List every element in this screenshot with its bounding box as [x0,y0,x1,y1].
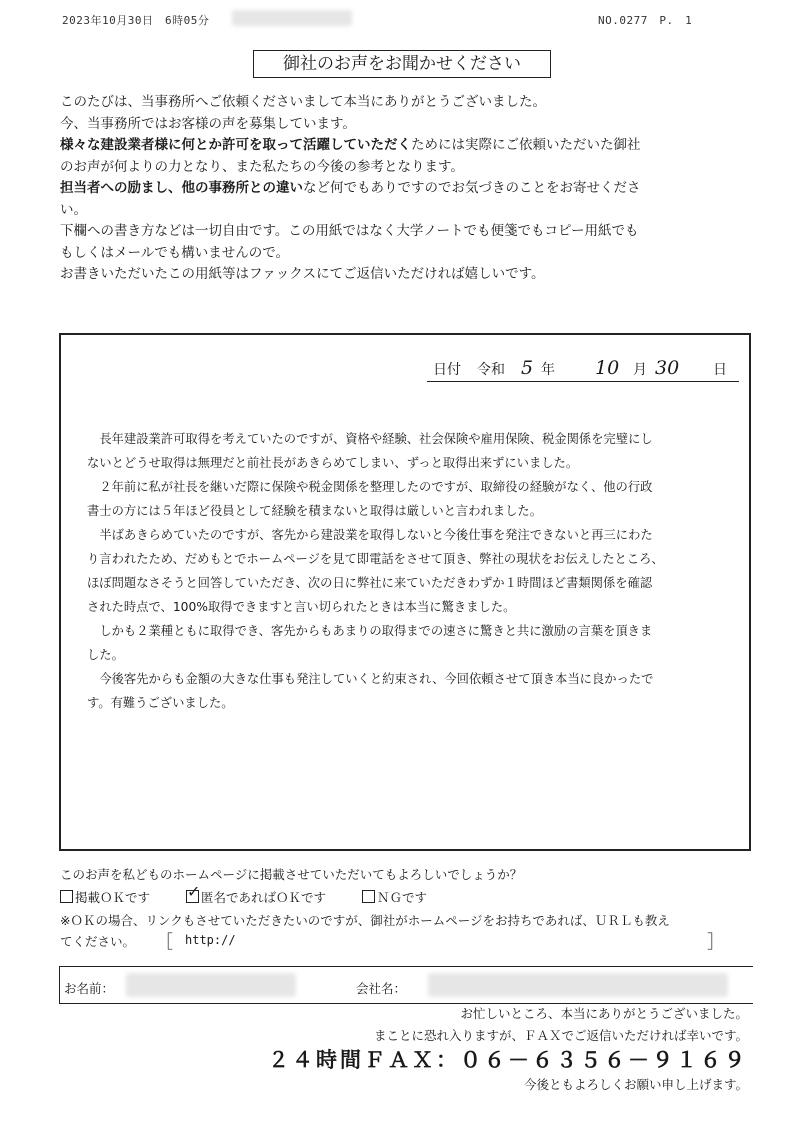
date-day-unit: 日 [713,362,727,378]
closing-request: まことに恐れ入りますが、ＦＡＸでご返信いただければ幸いです。 [373,1028,748,1043]
checkbox-publish-ok[interactable] [60,890,73,903]
testimonial-line: ２年前に私が社長を継いだ際に保険や税金関係を整理したのですが、取締役の経験がなく、他の行政 [99,480,653,494]
testimonial-line: した。 [87,648,124,662]
checkbox-ng[interactable] [362,890,375,903]
name-label: お名前： [64,981,115,996]
fax-datetime: 2023年10月30日 6時05分 [62,14,210,27]
testimonial-line: 半ばあきらめていたのですが、客先から建設業を取得しないと今後仕事を発注できないと再三にわた [99,528,653,542]
date-field[interactable] [427,357,739,382]
company-label: 会社名： [356,981,407,996]
note-line: てください。 [60,934,136,949]
consent-question: このお声を私どものホームページに掲載させていただいてもよろしいでしょうか？ [60,867,523,882]
intro-emphasis: 様々な建設業者様に何とか許可を取って活躍していただく [60,137,411,153]
redacted-sender [232,10,352,26]
testimonial-text [87,427,727,715]
testimonial-line: ほぼ問題なさそうと回答していただき、次の日に弊社に来ていただきわずか１時間ほど書類関係を確認 [87,576,653,590]
testimonial-line: 書士の方には５年ほど役員として経験を積まないと取得は厳しいと言われました。 [87,504,542,518]
testimonial-line: 今後客先からも金額の大きな仕事も発注していくと約束され、今回依頼させて頂き本当に良かったで [99,672,654,686]
url-field[interactable] [155,928,730,952]
closing-regards: 今後ともよろしくお願い申し上げます。 [523,1077,748,1092]
intro-line: もしくはメールでも構いませんので。 [60,244,289,261]
testimonial-line: り言われたため、だめもとでホームページを見て即電話をさせて頂き、弊社の現状をお伝えしたところ、 [87,552,664,566]
intro-line: 今、当事務所ではお客様の声を募集しています。 [60,115,356,132]
intro-line: このたびは、当事務所へご依頼くださいまして本当にありがとうございました。 [60,94,546,110]
intro-line: 下欄への書き方などは一切自由です。この用紙ではなく大学ノートでも便箋でもコピー用紙でも [60,223,639,239]
consent-options [60,888,427,906]
date-month-value: 10 [595,357,620,379]
date-month-unit: 月 [633,362,647,378]
url-prefix: http:// [185,933,236,947]
intro-text-span: ためには実際にご依頼いただいた御社 [411,137,641,153]
testimonial-line: ないとどうせ取得は無理だと前社長があきらめてしまい、ずっと取得出来ずにいました。 [87,456,579,470]
option-publish-ok[interactable]: 掲載ＯＫです [60,890,150,905]
date-day-value: 30 [655,357,680,379]
company-input-redacted[interactable] [428,973,728,997]
intro-line [60,135,760,157]
bracket-left: ［ [155,932,173,953]
name-input-redacted[interactable] [126,973,296,997]
date-label: 日付 [433,362,461,378]
intro-text-span: など何でもありですのでお気づきのことをお寄せくださ [303,180,641,196]
testimonial-line: 長年建設業許可取得を考えていたのですが、資格や経験、社会保険や雇用保険、税金関係を完璧にし [99,432,653,446]
date-era: 令和 [477,362,505,378]
name-company-row [59,966,753,1004]
intro-line: お書きいただいたこの用紙等はファックスにてご返信いただければ嬉しいです。 [60,266,545,282]
fax-number: ２４時間ＦＡＸ：０６－６３５６－９１６９ [268,1048,748,1072]
testimonial-box[interactable] [59,333,751,851]
option-ng[interactable]: ＮＧです [362,890,427,905]
date-year-value: 5 [521,357,534,379]
intro-text [60,92,760,286]
bracket-right: ］ [707,932,725,953]
testimonial-line: された時点で、100%取得できますと言い切られたときは本当に驚きました。 [87,600,516,614]
fax-page-number: NO.0277 P. 1 [598,14,693,27]
intro-line: い。 [60,201,87,218]
checkbox-anonymous-ok[interactable] [186,890,199,903]
intro-line: のお声が何よりの力となり、また私たちの今後の参考となります。 [60,158,464,175]
testimonial-line: す。有難うございました。 [87,696,234,710]
intro-emphasis: 担当者への励まし、他の事務所との違い [60,180,303,196]
date-year-unit: 年 [541,362,555,378]
testimonial-line: しかも２業種ともに取得でき、客先からもあまりの取得までの速さに驚きと共に激励の言葉を頂きま [99,624,653,638]
note-line: ※ＯＫの場合、リンクもさせていただきたいのですが、御社がホームページをお持ちであれば、ＵＲＬも教え [60,913,670,928]
closing-thanks: お忙しいところ、本当にありがとうございました。 [460,1006,748,1021]
page-title: 御社のお声をお聞かせください [253,50,551,78]
intro-line [60,178,760,200]
option-anonymous-ok[interactable]: ✓ 匿名であればＯＫです [186,890,326,905]
